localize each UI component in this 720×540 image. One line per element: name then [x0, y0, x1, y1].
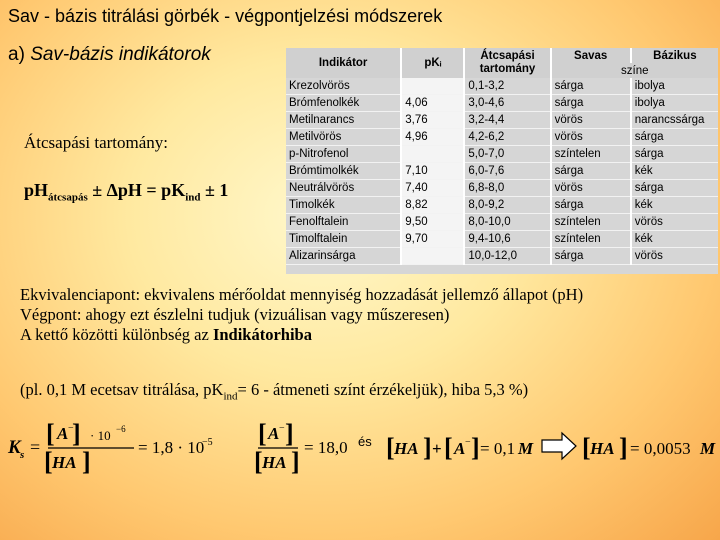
range-cell: 4,2-6,2	[464, 129, 550, 146]
pk-cell: 3,76	[401, 112, 464, 129]
indicator-name-cell: Brómtimolkék	[286, 163, 401, 180]
indicator-name-cell: p-Nitrofenol	[286, 146, 401, 163]
eq-bracket-open-2: [	[44, 447, 53, 475]
pk-cell: 9,70	[401, 231, 464, 248]
base-color-cell: sárga	[631, 129, 718, 146]
acid-color-cell: vörös	[551, 112, 631, 129]
acid-color-cell: színtelen	[551, 146, 631, 163]
eq-equals-0: =	[30, 437, 41, 457]
base-color-cell: sárga	[631, 180, 718, 197]
range-cell: 6,0-7,6	[464, 163, 550, 180]
header-range: Átcsapási tartomány	[464, 48, 550, 78]
acid-color-cell: színtelen	[551, 214, 631, 231]
ekv-line-1: Ekvivalenciapont: ekvivalens mérőoldat mennyiség hozzadását jellemző állapot (pH)	[20, 285, 584, 304]
indicator-table-body	[286, 78, 718, 265]
eq-ks: K	[8, 437, 21, 458]
header-pk: pKᵢ	[401, 48, 464, 78]
header-acid: Savas	[551, 48, 631, 63]
indicator-name-cell: Fenolftalein	[286, 214, 401, 231]
eq-times: · 10	[90, 428, 111, 443]
table-row	[286, 129, 718, 146]
pk-cell: 4,06	[401, 95, 464, 112]
base-color-cell: kék	[631, 231, 718, 248]
equation-svg	[4, 420, 716, 475]
acid-color-cell: színtelen	[551, 231, 631, 248]
arrow-icon	[542, 433, 576, 459]
eq-es: és	[358, 434, 372, 449]
eq-bracket-open-4: [	[254, 447, 263, 475]
table-header-row	[286, 48, 718, 63]
example-sub: ind	[223, 390, 238, 403]
base-color-cell: kék	[631, 197, 718, 214]
eq-m-2: M	[700, 439, 716, 458]
eq-a-minus-1: A	[57, 424, 69, 443]
pk-cell: 7,40	[401, 180, 464, 197]
eq-bracket-open-3: [	[258, 420, 267, 448]
range-cell: 5,0-7,0	[464, 146, 550, 163]
base-color-cell: kék	[631, 163, 718, 180]
pk-cell: 8,82	[401, 197, 464, 214]
ekv-line-3	[20, 325, 583, 345]
acid-color-cell: sárga	[551, 197, 631, 214]
table-row	[286, 95, 718, 112]
ph-sub: átcsapás	[48, 191, 88, 204]
acid-color-cell: sárga	[551, 95, 631, 112]
indicator-name-cell: Timolftalein	[286, 231, 401, 248]
base-color-cell: vörös	[631, 248, 718, 265]
header-base: Bázikus	[631, 48, 718, 63]
eq-plus: +	[432, 439, 442, 458]
range-cell: 8,0-9,2	[464, 197, 550, 214]
indicator-name-cell: Krezolvörös	[286, 78, 401, 95]
range-cell: 0,1-3,2	[464, 78, 550, 95]
eq-bracket-open-6: [	[444, 433, 453, 462]
eq-ha-4: HA	[590, 439, 615, 458]
acid-color-cell: sárga	[551, 163, 631, 180]
subtitle-text: Sav-bázis indikátorok	[30, 44, 211, 65]
table-row	[286, 180, 718, 197]
eq-bracket-close-4: ]	[291, 447, 300, 475]
eq-bracket-close-5: ]	[423, 433, 432, 462]
subtitle	[8, 44, 211, 66]
eq-bracket-close-7: ]	[619, 433, 628, 462]
header-indicator: Indikátor	[286, 48, 401, 78]
base-color-cell: vörös	[631, 214, 718, 231]
eq-value-2: = 18,0	[304, 438, 348, 457]
eq-bracket-open-1: [	[46, 420, 55, 448]
eq-value-3: = 0,1	[480, 439, 516, 458]
base-color-cell: ibolya	[631, 78, 718, 95]
indicator-table-container	[286, 48, 718, 274]
table-row	[286, 163, 718, 180]
eq-ha-2: HA	[262, 453, 287, 472]
pk-cell	[401, 146, 464, 163]
ph-middle: ± ΔpH = pK	[87, 180, 186, 200]
eq-a-minus-2: A	[268, 424, 280, 443]
acid-color-cell: sárga	[551, 78, 631, 95]
ekvivalencia-text	[20, 285, 583, 345]
eq-ha-1: HA	[52, 453, 77, 472]
acid-color-cell: sárga	[551, 248, 631, 265]
eq-a-minus-3: A	[454, 439, 466, 458]
eq-bracket-open-5: [	[386, 433, 395, 462]
base-color-cell: ibolya	[631, 95, 718, 112]
indicator-name-cell: Metilvörös	[286, 129, 401, 146]
subtitle-prefix: a)	[8, 44, 31, 65]
eq-value-4: = 0,0053	[630, 439, 691, 458]
base-color-cell: narancssárga	[631, 112, 718, 129]
eq-bracket-close-1: ]	[72, 420, 81, 448]
range-cell: 3,0-4,6	[464, 95, 550, 112]
eq-minus-1: −	[68, 423, 74, 434]
pk-sub: ind	[185, 191, 201, 204]
eq-bracket-close-6: ]	[471, 433, 480, 462]
ekv-line-2: Végpont: ahogy ezt észlelni tudjuk (vizuálisan vagy műszeresen)	[20, 305, 450, 324]
indicator-name-cell: Alizarinsárga	[286, 248, 401, 265]
ph-formula	[24, 180, 228, 204]
table-row	[286, 78, 718, 95]
range-label: Átcsapási tartomány:	[24, 133, 168, 152]
range-cell: 3,2-4,4	[464, 112, 550, 129]
indicator-name-cell: Timolkék	[286, 197, 401, 214]
eq-ks-sub: s	[20, 449, 25, 461]
ph-text: pH	[24, 180, 49, 200]
base-color-cell: sárga	[631, 146, 718, 163]
range-cell: 8,0-10,0	[464, 214, 550, 231]
example-suffix: = 6 - átmeneti színt érzékeljük), hiba 5,3 %)	[237, 380, 529, 399]
range-cell: 10,0-12,0	[464, 248, 550, 265]
table-row	[286, 248, 718, 265]
pk-cell	[401, 78, 464, 95]
eq-bracket-close-3: ]	[285, 420, 294, 448]
eq-bracket-close-2: ]	[82, 447, 91, 475]
header-color: színe	[551, 63, 718, 78]
eq-ha-3: HA	[394, 439, 419, 458]
acid-color-cell: vörös	[551, 129, 631, 146]
eq-minus-3: −	[465, 437, 471, 448]
eq-minus-2: −	[279, 423, 285, 434]
example-prefix: (pl. 0,1 M ecetsav titrálása, pK	[20, 380, 224, 399]
pk-cell: 7,10	[401, 163, 464, 180]
indicator-name-cell: Neutrálvörös	[286, 180, 401, 197]
ph-end: ± 1	[200, 180, 229, 200]
example-text	[20, 380, 528, 402]
eq-m-1: M	[518, 439, 534, 458]
pk-cell: 9,50	[401, 214, 464, 231]
indicator-table	[286, 48, 718, 265]
indicator-name-cell: Brómfenolkék	[286, 95, 401, 112]
acid-color-cell: vörös	[551, 180, 631, 197]
table-row	[286, 112, 718, 129]
range-cell: 9,4-10,6	[464, 231, 550, 248]
ekv-line-3-prefix: A kettő közötti különbség az	[20, 325, 213, 344]
eq-exp2: −5	[202, 437, 213, 448]
range-cell: 6,8-8,0	[464, 180, 550, 197]
table-row	[286, 197, 718, 214]
table-row	[286, 214, 718, 231]
indicator-name-cell: Metilnarancs	[286, 112, 401, 129]
ekv-line-3-bold: Indikátorhiba	[212, 325, 312, 344]
eq-value-1: = 1,8 · 10	[138, 438, 205, 457]
pk-cell: 4,96	[401, 129, 464, 146]
page-title: Sav - bázis titrálási görbék - végpontjelzési módszerek	[8, 6, 443, 26]
pk-cell	[401, 248, 464, 265]
eq-exp1: −6	[116, 424, 126, 434]
table-row	[286, 231, 718, 248]
table-row	[286, 146, 718, 163]
eq-bracket-open-7: [	[582, 433, 591, 462]
